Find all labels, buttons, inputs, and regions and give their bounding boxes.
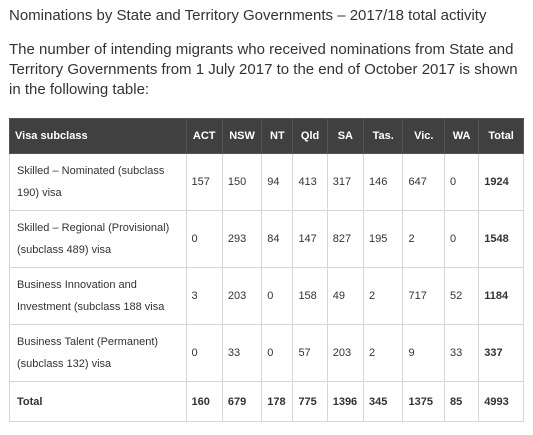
cell-act: 0 [186,325,222,382]
header-act: ACT [186,119,222,154]
total-sa: 1396 [327,382,363,422]
row-label: Business Innovation and Investment (subclass 188 visa [10,268,187,325]
table-row [10,325,524,382]
cell-act: 157 [186,154,222,211]
table-total-row [10,382,524,422]
table-header-row [10,119,524,154]
cell-qld: 158 [293,268,327,325]
table-row [10,268,524,325]
cell-sa: 49 [327,268,363,325]
cell-sa: 317 [327,154,363,211]
header-qld: Qld [293,119,327,154]
header-nsw: NSW [222,119,261,154]
cell-qld: 147 [293,211,327,268]
cell-nsw: 203 [222,268,261,325]
cell-sa: 203 [327,325,363,382]
cell-sa: 827 [327,211,363,268]
cell-vic: 2 [403,211,445,268]
total-vic: 1375 [403,382,445,422]
cell-nsw: 150 [222,154,261,211]
total-row-label: Total [10,382,187,422]
total-qld: 775 [293,382,327,422]
header-vic: Vic. [403,119,445,154]
header-nt: NT [262,119,293,154]
total-act: 160 [186,382,222,422]
cell-qld: 57 [293,325,327,382]
cell-tas: 2 [364,268,403,325]
cell-act: 0 [186,211,222,268]
cell-total: 337 [479,325,524,382]
total-grand: 4993 [479,382,524,422]
cell-act: 3 [186,268,222,325]
page-heading: Nominations by State and Territory Governments – 2017/18 total activity [9,7,487,24]
nominations-table [9,118,524,422]
header-sa: SA [327,119,363,154]
cell-nt: 0 [262,325,293,382]
cell-total: 1548 [479,211,524,268]
cell-wa: 52 [445,268,479,325]
cell-total: 1924 [479,154,524,211]
cell-tas: 195 [364,211,403,268]
cell-tas: 146 [364,154,403,211]
total-nsw: 679 [222,382,261,422]
cell-wa: 0 [445,211,479,268]
header-wa: WA [445,119,479,154]
cell-nt: 0 [262,268,293,325]
total-tas: 345 [364,382,403,422]
cell-wa: 33 [445,325,479,382]
cell-nsw: 293 [222,211,261,268]
cell-nt: 84 [262,211,293,268]
cell-total: 1184 [479,268,524,325]
cell-nsw: 33 [222,325,261,382]
row-label: Skilled – Regional (Provisional) (subclass 489) visa [10,211,187,268]
header-tas: Tas. [364,119,403,154]
row-label: Business Talent (Permanent) (subclass 132) visa [10,325,187,382]
header-visa-subclass: Visa subclass [10,119,187,154]
cell-nt: 94 [262,154,293,211]
table-row [10,211,524,268]
intro-paragraph: The number of intending migrants who received nominations from State and Territory Governments from 1 July 2017 to the end of October 2017 is shown in the following table: [9,41,518,98]
row-label: Skilled – Nominated (subclass 190) visa [10,154,187,211]
cell-vic: 647 [403,154,445,211]
cell-vic: 717 [403,268,445,325]
cell-vic: 9 [403,325,445,382]
table-row [10,154,524,211]
cell-qld: 413 [293,154,327,211]
total-nt: 178 [262,382,293,422]
cell-wa: 0 [445,154,479,211]
cell-tas: 2 [364,325,403,382]
total-wa: 85 [445,382,479,422]
header-total: Total [479,119,524,154]
